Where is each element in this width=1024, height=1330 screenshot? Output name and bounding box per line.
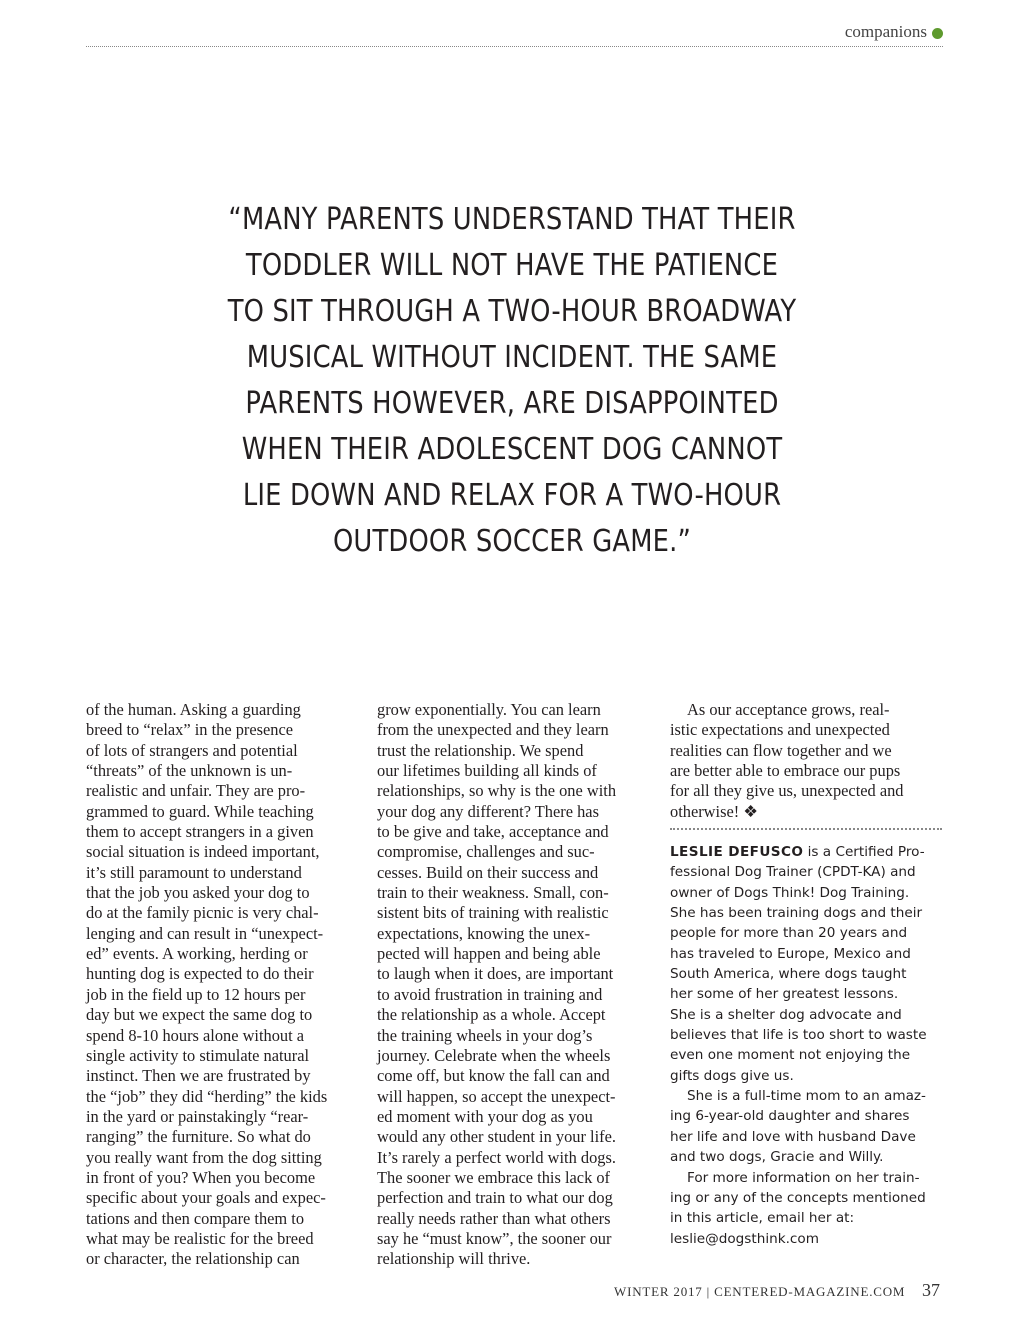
text-line: it’s still paramount to understand bbox=[86, 862, 302, 882]
end-mark-icon: ❖ bbox=[743, 801, 758, 821]
text-line: expectations, knowing the unex- bbox=[377, 923, 591, 943]
text-line: her some of her greatest lessons. bbox=[670, 986, 899, 1003]
text-line: gifts dogs give us. bbox=[670, 1067, 794, 1084]
author-name: LESLIE DEFUSCO bbox=[670, 844, 804, 860]
text-line: ed” events. A working, herding or bbox=[86, 944, 308, 964]
text-line: trust the relationship. We spend bbox=[377, 740, 584, 760]
text-line: For more information on her train- bbox=[687, 1169, 920, 1186]
text-line: the relationship as a whole. Accept bbox=[377, 1005, 606, 1025]
text-line: compromise, challenges and suc- bbox=[377, 842, 595, 862]
text-line: lenging and can result in “unexpect- bbox=[86, 923, 324, 943]
text-line: She is a full-time mom to an amaz- bbox=[687, 1088, 926, 1105]
author-email-link[interactable]: leslie@dogsthink.com bbox=[670, 1230, 819, 1247]
section-label: companions bbox=[844, 22, 927, 41]
text-line: that the job you asked your dog to bbox=[86, 883, 310, 903]
article-column-3 bbox=[670, 700, 942, 822]
text-line: you really want from the dog sitting bbox=[86, 1147, 322, 1167]
text-line: would any other student in your life. bbox=[377, 1127, 616, 1147]
text-line: them to accept strangers in a given bbox=[86, 822, 314, 842]
text-line: the “job” they did “herding” the kids bbox=[86, 1086, 328, 1106]
text-line: your dog any different? There has bbox=[377, 801, 599, 821]
page-footer: WINTER 2017 | CENTERED-MAGAZINE.COM bbox=[614, 1284, 906, 1299]
pull-quote-line: TO SIT THROUGH A TWO-HOUR BROADWAY bbox=[227, 294, 797, 329]
text-line: really needs rather than what others bbox=[377, 1208, 611, 1228]
text-line: of lots of strangers and potential bbox=[86, 740, 298, 760]
text-line: It’s rarely a perfect world with dogs. bbox=[377, 1147, 616, 1167]
text-line: people for more than 20 years and bbox=[670, 925, 908, 942]
text-line: her life and love with husband Dave bbox=[670, 1128, 916, 1145]
pull-quote-line: OUTDOOR SOCCER GAME.” bbox=[332, 524, 692, 559]
text-line: grow exponentially. You can learn bbox=[377, 700, 601, 719]
bio-divider bbox=[670, 828, 942, 830]
text-line: breed to “relax” in the presence bbox=[86, 720, 294, 740]
text-line: in front of you? When you become bbox=[86, 1167, 316, 1187]
page-header bbox=[86, 20, 943, 47]
text-fragment: is a Certified Pro- bbox=[803, 844, 925, 860]
text-line: realities can flow together and we bbox=[670, 740, 892, 760]
text-line: fessional Dog Trainer (CPDT-KA) and bbox=[670, 864, 916, 881]
text-line: South America, where dogs taught bbox=[670, 966, 907, 983]
pull-quote-line: TODDLER WILL NOT HAVE THE PATIENCE bbox=[245, 248, 779, 283]
pull-quote-line: LIE DOWN AND RELAX FOR A TWO-HOUR bbox=[242, 478, 782, 513]
text-line: has traveled to Europe, Mexico and bbox=[670, 945, 911, 962]
text-line: hunting dog is expected to do their bbox=[86, 964, 314, 984]
text-line: and two dogs, Gracie and Willy. bbox=[670, 1149, 884, 1166]
page-number: 37 bbox=[922, 1280, 940, 1300]
text-line: in this article, email her at: bbox=[670, 1210, 855, 1227]
article-column-2 bbox=[377, 700, 647, 1270]
bio-first-line bbox=[670, 842, 944, 862]
text-line: social situation is indeed important, bbox=[86, 842, 320, 862]
text-line: As our acceptance grows, real- bbox=[687, 700, 890, 719]
text-line: job in the field up to 12 hours per bbox=[86, 984, 306, 1004]
text-line: ing or any of the concepts mentioned bbox=[670, 1189, 926, 1206]
pull-quote-line: WHEN THEIR ADOLESCENT DOG CANNOT bbox=[241, 432, 783, 467]
text-line: the training wheels in your dog’s bbox=[377, 1025, 593, 1045]
text-line: ranging” the furniture. So what do bbox=[86, 1127, 311, 1147]
text-line: owner of Dogs Think! Dog Training. bbox=[670, 884, 910, 901]
pull-quote-line: MUSICAL WITHOUT INCIDENT. THE SAME bbox=[246, 340, 778, 375]
text-line: istic expectations and unexpected bbox=[670, 720, 890, 740]
author-bio bbox=[670, 842, 944, 1249]
text-line: sistent bits of training with realistic bbox=[377, 903, 609, 923]
text-line: The sooner we embrace this lack of bbox=[377, 1167, 611, 1187]
text-line: even one moment not enjoying the bbox=[670, 1047, 911, 1064]
text-line: will happen, so accept the unexpect- bbox=[377, 1086, 616, 1106]
pull-quote bbox=[218, 197, 806, 565]
text-line: in the yard or painstakingly “rear- bbox=[86, 1106, 309, 1126]
text-line: She is a shelter dog advocate and bbox=[670, 1006, 902, 1023]
pull-quote-line: PARENTS HOWEVER, ARE DISAPPOINTED bbox=[245, 386, 779, 421]
text-line: of the human. Asking a guarding bbox=[86, 700, 301, 719]
text-line: She has been training dogs and their bbox=[670, 905, 923, 922]
text-line: come off, but know the fall can and bbox=[377, 1066, 610, 1086]
text-line: specific about your goals and expec- bbox=[86, 1188, 326, 1208]
text-line: grammed to guard. While teaching bbox=[86, 801, 314, 821]
text-line: for all they give us, unexpected and bbox=[670, 781, 904, 801]
text-line: perfection and train to what our dog bbox=[377, 1188, 613, 1208]
text-line: to avoid frustration in training and bbox=[377, 984, 603, 1004]
text-line: or character, the relationship can bbox=[86, 1249, 300, 1269]
text-line: instinct. Then we are frustrated by bbox=[86, 1066, 311, 1086]
text-line: cesses. Build on their success and bbox=[377, 862, 599, 882]
text-line: do at the family picnic is very chal- bbox=[86, 903, 319, 923]
text-line: say he “must know”, the sooner our bbox=[377, 1228, 612, 1248]
text-line: to be give and take, acceptance and bbox=[377, 822, 609, 842]
text-fragment: otherwise! bbox=[670, 801, 740, 821]
text-line-last bbox=[670, 802, 942, 822]
text-line: relationship will thrive. bbox=[377, 1249, 531, 1269]
text-line: realistic and unfair. They are pro- bbox=[86, 781, 306, 801]
text-line: are better able to embrace our pups bbox=[670, 761, 901, 781]
text-line: what may be realistic for the breed bbox=[86, 1228, 314, 1248]
text-line: “threats” of the unknown is un- bbox=[86, 761, 293, 781]
text-line: single activity to stimulate natural bbox=[86, 1045, 310, 1065]
text-line: tations and then compare them to bbox=[86, 1208, 305, 1228]
text-line: train to their weakness. Small, con- bbox=[377, 883, 609, 903]
text-line: relationships, so why is the one with bbox=[377, 781, 617, 801]
text-line: ed moment with your dog as you bbox=[377, 1106, 593, 1126]
text-line: from the unexpected and they learn bbox=[377, 720, 609, 740]
text-line: journey. Celebrate when the wheels bbox=[377, 1045, 611, 1065]
text-line: to laugh when it does, are important bbox=[377, 964, 614, 984]
text-line: ing 6-year-old daughter and shares bbox=[670, 1108, 910, 1125]
pull-quote-line: “MANY PARENTS UNDERSTAND THAT THEIR bbox=[228, 202, 796, 237]
text-line: our lifetimes building all kinds of bbox=[377, 761, 597, 781]
text-line: pected will happen and being able bbox=[377, 944, 601, 964]
text-line: spend 8-10 hours alone without a bbox=[86, 1025, 305, 1045]
section-dot-icon bbox=[932, 28, 943, 39]
article-column-1 bbox=[86, 700, 356, 1270]
text-line: believes that life is too short to waste bbox=[670, 1027, 927, 1044]
text-line: day but we expect the same dog to bbox=[86, 1005, 313, 1025]
